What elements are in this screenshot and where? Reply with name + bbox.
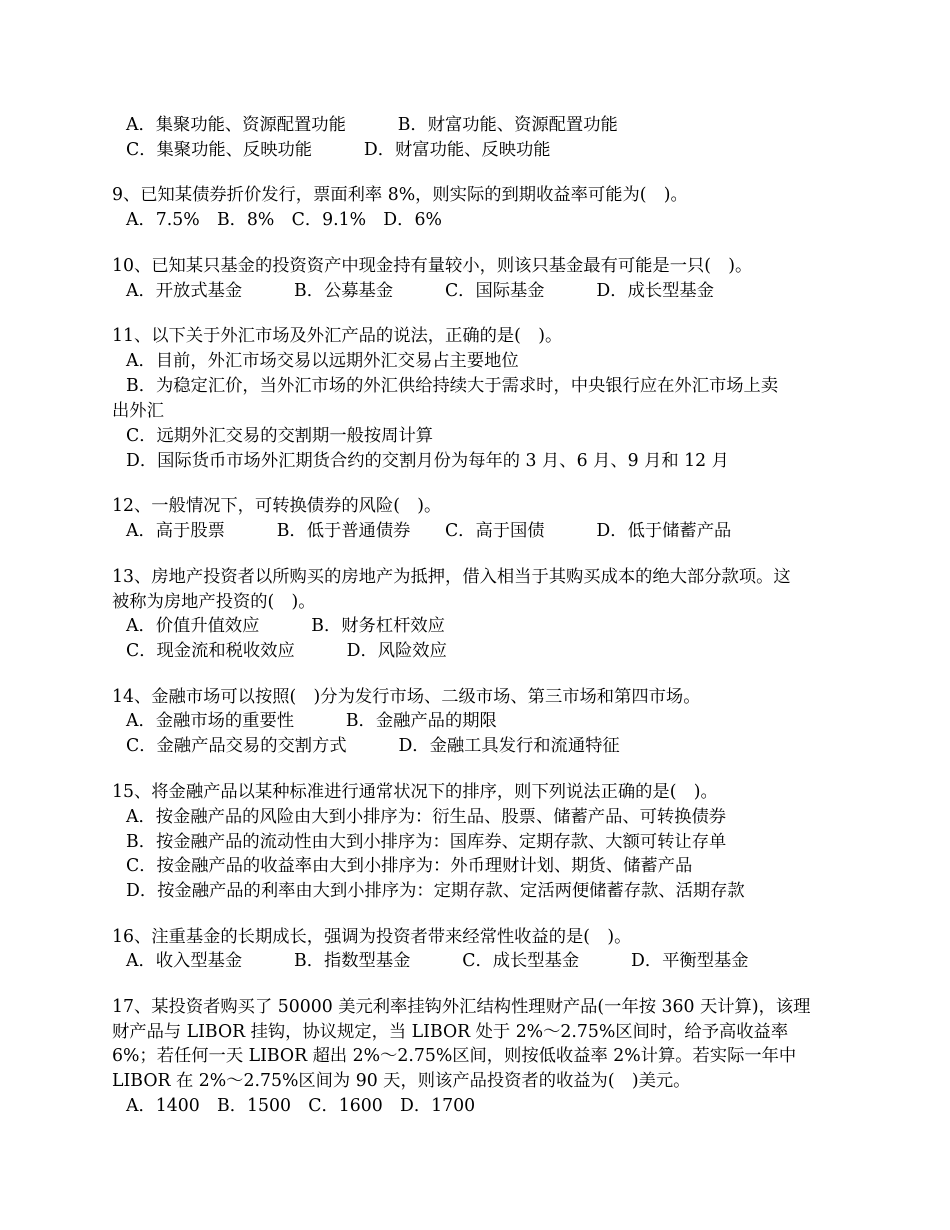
q13-options-row2: C．现金流和税收效应 D．风险效应 xyxy=(126,641,447,661)
q9-options: A．7.5% B．8% C．9.1% D．6% xyxy=(126,210,442,230)
q10-stem: 10、已知某只基金的投资资产中现金持有量较小，则该只基金最有可能是一只( )。 xyxy=(112,256,753,276)
q12-options: A．高于股票 B．低于普通债券 C．高于国债 D．低于储蓄产品 xyxy=(126,521,732,541)
q11-option-c: C．远期外汇交易的交割期一般按周计算 xyxy=(126,426,434,446)
q9-stem: 9、已知某债券折价发行，票面利率 8%，则实际的到期收益率可能为( )。 xyxy=(112,185,688,205)
q13-options-row1: A．价值升值效应 B．财务杠杆效应 xyxy=(126,616,445,636)
q15-option-d: D．按金融产品的利率由大到小排序为：定期存款、定活两便储蓄存款、活期存款 xyxy=(126,881,745,901)
q10-options: A．开放式基金 B．公募基金 C．国际基金 D．成长型基金 xyxy=(126,281,714,301)
q17-stem-line4: LIBOR 在 2%～2.75%区间为 90 天，则该产品投资者的收益为( )美元。 xyxy=(112,1071,691,1091)
q14-options-row1: A．金融市场的重要性 B．金融产品的期限 xyxy=(126,711,497,731)
q15-option-b: B．按金融产品的流动性由大到小排序为：国库券、定期存款、大额可转让存单 xyxy=(126,832,727,852)
q12-stem: 12、一般情况下，可转换债券的风险( )。 xyxy=(112,496,442,516)
q15-stem: 15、将金融产品以某种标准进行通常状况下的排序，则下列说法正确的是( )。 xyxy=(112,782,718,802)
q11-option-b-line2: 出外汇 xyxy=(112,401,164,421)
q13-stem-line2: 被称为房地产投资的( )。 xyxy=(112,592,316,612)
q11-option-a: A．目前，外汇市场交易以远期外汇交易占主要地位 xyxy=(126,351,519,371)
q11-stem: 11、以下关于外汇市场及外汇产品的说法，正确的是( )。 xyxy=(112,326,563,346)
q16-options: A．收入型基金 B．指数型基金 C．成长型基金 D．平衡型基金 xyxy=(126,951,749,971)
q15-option-c: C．按金融产品的收益率由大到小排序为：外币理财计划、期货、储蓄产品 xyxy=(126,856,693,876)
q15-option-a: A．按金融产品的风险由大到小排序为：衍生品、股票、储蓄产品、可转换债券 xyxy=(126,807,727,827)
q17-stem-line3: 6%；若任何一天 LIBOR 超出 2%～2.75%区间，则按低收益率 2%计算。若实际一年中 xyxy=(112,1046,797,1066)
q16-stem: 16、注重基金的长期成长，强调为投资者带来经常性收益的是( )。 xyxy=(112,927,632,947)
q14-stem: 14、金融市场可以按照( )分为发行市场、二级市场、第三市场和第四市场。 xyxy=(112,687,701,707)
q17-stem-line1: 17、某投资者购买了 50000 美元利率挂钩外汇结构性理财产品(一年按 360 天计算)，该理 xyxy=(112,997,811,1017)
q8-options-row2: C．集聚功能、反映功能 D．财富功能、反映功能 xyxy=(126,140,551,160)
q17-options: A．1400 B．1500 C．1600 D．1700 xyxy=(126,1096,476,1116)
q14-options-row2: C．金融产品交易的交割方式 D．金融工具发行和流通特征 xyxy=(126,736,620,756)
q11-option-b-line1: B．为稳定汇价，当外汇市场的外汇供给持续大于需求时，中央银行应在外汇市场上卖 xyxy=(126,376,779,396)
q11-option-d: D．国际货币市场外汇期货合约的交割月份为每年的 3 月、6 月、9 月和 12 月 xyxy=(126,451,729,471)
q8-options-row1: A．集聚功能、资源配置功能 B．财富功能、资源配置功能 xyxy=(126,115,618,135)
q17-stem-line2: 财产品与 LIBOR 挂钩，协议规定，当 LIBOR 处于 2%～2.75%区间时，给予高收益率 xyxy=(112,1022,789,1042)
q13-stem-line1: 13、房地产投资者以所购买的房地产为抵押，借入相当于其购买成本的绝大部分款项。这 xyxy=(112,567,791,587)
